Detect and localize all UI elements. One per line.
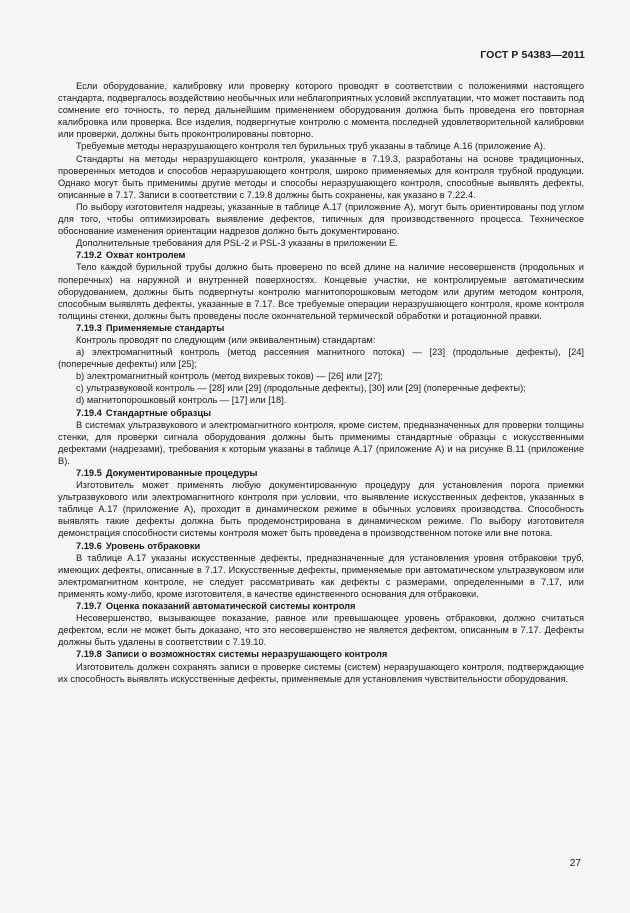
paragraph: Требуемые методы неразрушающего контроля тел бурильных труб указаны в таблице А.16 (приложение А). [76,141,546,152]
section-number: 7.19.2 [76,250,102,261]
section-number: 7.19.7 [76,601,102,612]
section-heading [58,467,584,479]
section-number: 7.19.8 [76,649,102,660]
paragraph: Изготовитель может применять любую документированную процедуру для установления порога приемки ультразвукового или электромагнитного контроля при условии, что выявление искусственных дефектов, указанных в таблице А.17 (приложение А), проходит в динамическом режиме в обычных условиях производства. Способность выявлять такие дефекты должна быть продемонстрирована в динамическом режиме. По выбору изготовителя демонстрация способности системы контроля может быть проведена в производственном потоке или вне потока. [58,480,584,539]
section-heading [58,600,584,612]
paragraph: Дополнительные требования для PSL-2 и PSL-3 указаны в приложении Е. [76,238,398,249]
section-title: Охват контролем [105,250,186,261]
paragraph: Несовершенство, вызывающее показание, равное или превышающее уровень отбраковки, должно считаться дефектом, если не может быть доказано, что это несовершенство не является дефектом, описанным в 7.17. Дефекты должны быть удалены в соответствии с 7.19.10. [58,613,584,648]
section-title: Документированные процедуры [105,468,258,478]
paragraph: Тело каждой бурильной трубы должно быть проверено по всей длине на наличие несовершенств (продольных и поперечных) на наружной и внутренней поверхностях. Концевые участки, не контролируемые автоматическим оборудованием, должны быть подвергнуты контролю магнитопорошковым методом или другим методом контроля, способным выявлять дефекты, указанные в 7.17. Все требуемые операции неразрушающего контроля, кроме контроля толщины стенки, должны быть проведены после окончательной термической обработки и ротационной правки. [58,262,584,321]
paragraph: Изготовитель должен сохранять записи о проверке системы (систем) неразрушающего контроля, подтверждающие их способность выявлять искусственные дефекты, применяемые для установления чувствительности оборудования. [58,661,584,684]
section-heading [58,648,584,660]
paragraph: b) электромагнитный контроль (метод вихревых токов) — [26] или [27]; [76,371,383,382]
section-heading [58,249,584,261]
paragraph: а) электромагнитный контроль (метод рассеяния магнитного потока) — [23] (продольные дефекты), [24] (поперечные дефекты) или [25]; [58,347,584,370]
section-number: 7.19.5 [76,468,102,478]
section-heading [58,407,584,419]
section-title: Записи о возможностях системы неразрушающего контроля [105,649,388,660]
document-body [58,80,584,685]
paragraph: c) ультразвуковой контроль — [28] или [29] (продольные дефекты), [30] или [29] (поперечные дефекты); [76,383,526,394]
paragraph: В системах ультразвукового и электромагнитного контроля, кроме систем, предназначенных для проверки толщины стенки, для проверки сигнала оборудования должны быть применимы стандартные образцы с искусственными дефектами (надрезами), требования к которым указаны в таблице А.17 (приложение А) и на рисунке В.11 (приложение В). [58,419,584,466]
section-number: 7.19.3 [76,322,102,333]
section-heading [58,540,584,552]
paragraph: Если оборудование, калибровку или проверку которого проводят в соответствии с положениями настоящего стандарта, подвергалось воздействию необычных или неблагоприятных условий эксплуатации, что может поставить под сомнение его точность, то перед дальнейшим применением оборудования должна быть проведена его повторная калибровка или проверка. Все изделия, подвергнутые контролю с момента последней удовлетворительной калибровки или проверки, должны быть проконтролированы повторно. [58,81,584,140]
section-title: Уровень отбраковки [105,540,201,551]
document-header: ГОСТ Р 54383—2011 [480,49,585,61]
paragraph: По выбору изготовителя надрезы, указанные в таблице А.17 (приложение А), могут быть ориентированы под углом для того, чтобы оптимизировать выявление дефектов, типичных для производственного процесса. Техническое обоснование изменения ориентации надрезов должно быть документировано. [58,201,584,237]
section-title: Стандартные образцы [105,407,212,418]
section-title: Оценка показаний автоматической системы контроля [105,601,356,612]
section-heading [58,322,584,334]
page-number: 27 [569,858,581,869]
section-number: 7.19.6 [76,540,102,551]
paragraph: Контроль проводят по следующим (или эквивалентным) стандартам: [76,334,376,345]
paragraph: Стандарты на методы неразрушающего контроля, указанные в 7.19.3, разработаны на основе традиционных, проверенных методов и способов неразрушающего контроля, широко применяемых для контроля трубной продукции. Однако могут быть применимы другие методы и способы неразрушающего контроля, способные выявлять дефекты, описанные в 7.17. Записи в соответствии с 7.19.8 должны быть сохранены, как указано в 7.22.4. [58,153,584,200]
paragraph: В таблице А.17 указаны искусственные дефекты, предназначенные для установления уровня отбраковки труб, имеющих дефекты, описанные в 7.17. Искусственные дефекты, применяемые при автоматическом ультразвуковом или электромагнитном контроле, не следует рассматривать как дефекты с размерами, определенными в 7.17, или применять кому-либо, кроме изготовителя, в качестве единственного основания для отбраковки. [58,552,584,599]
paragraph: d) магнитопорошковый контроль — [17] или [18]. [76,395,287,406]
section-number: 7.19.4 [76,407,102,418]
section-title: Применяемые стандарты [105,322,225,333]
